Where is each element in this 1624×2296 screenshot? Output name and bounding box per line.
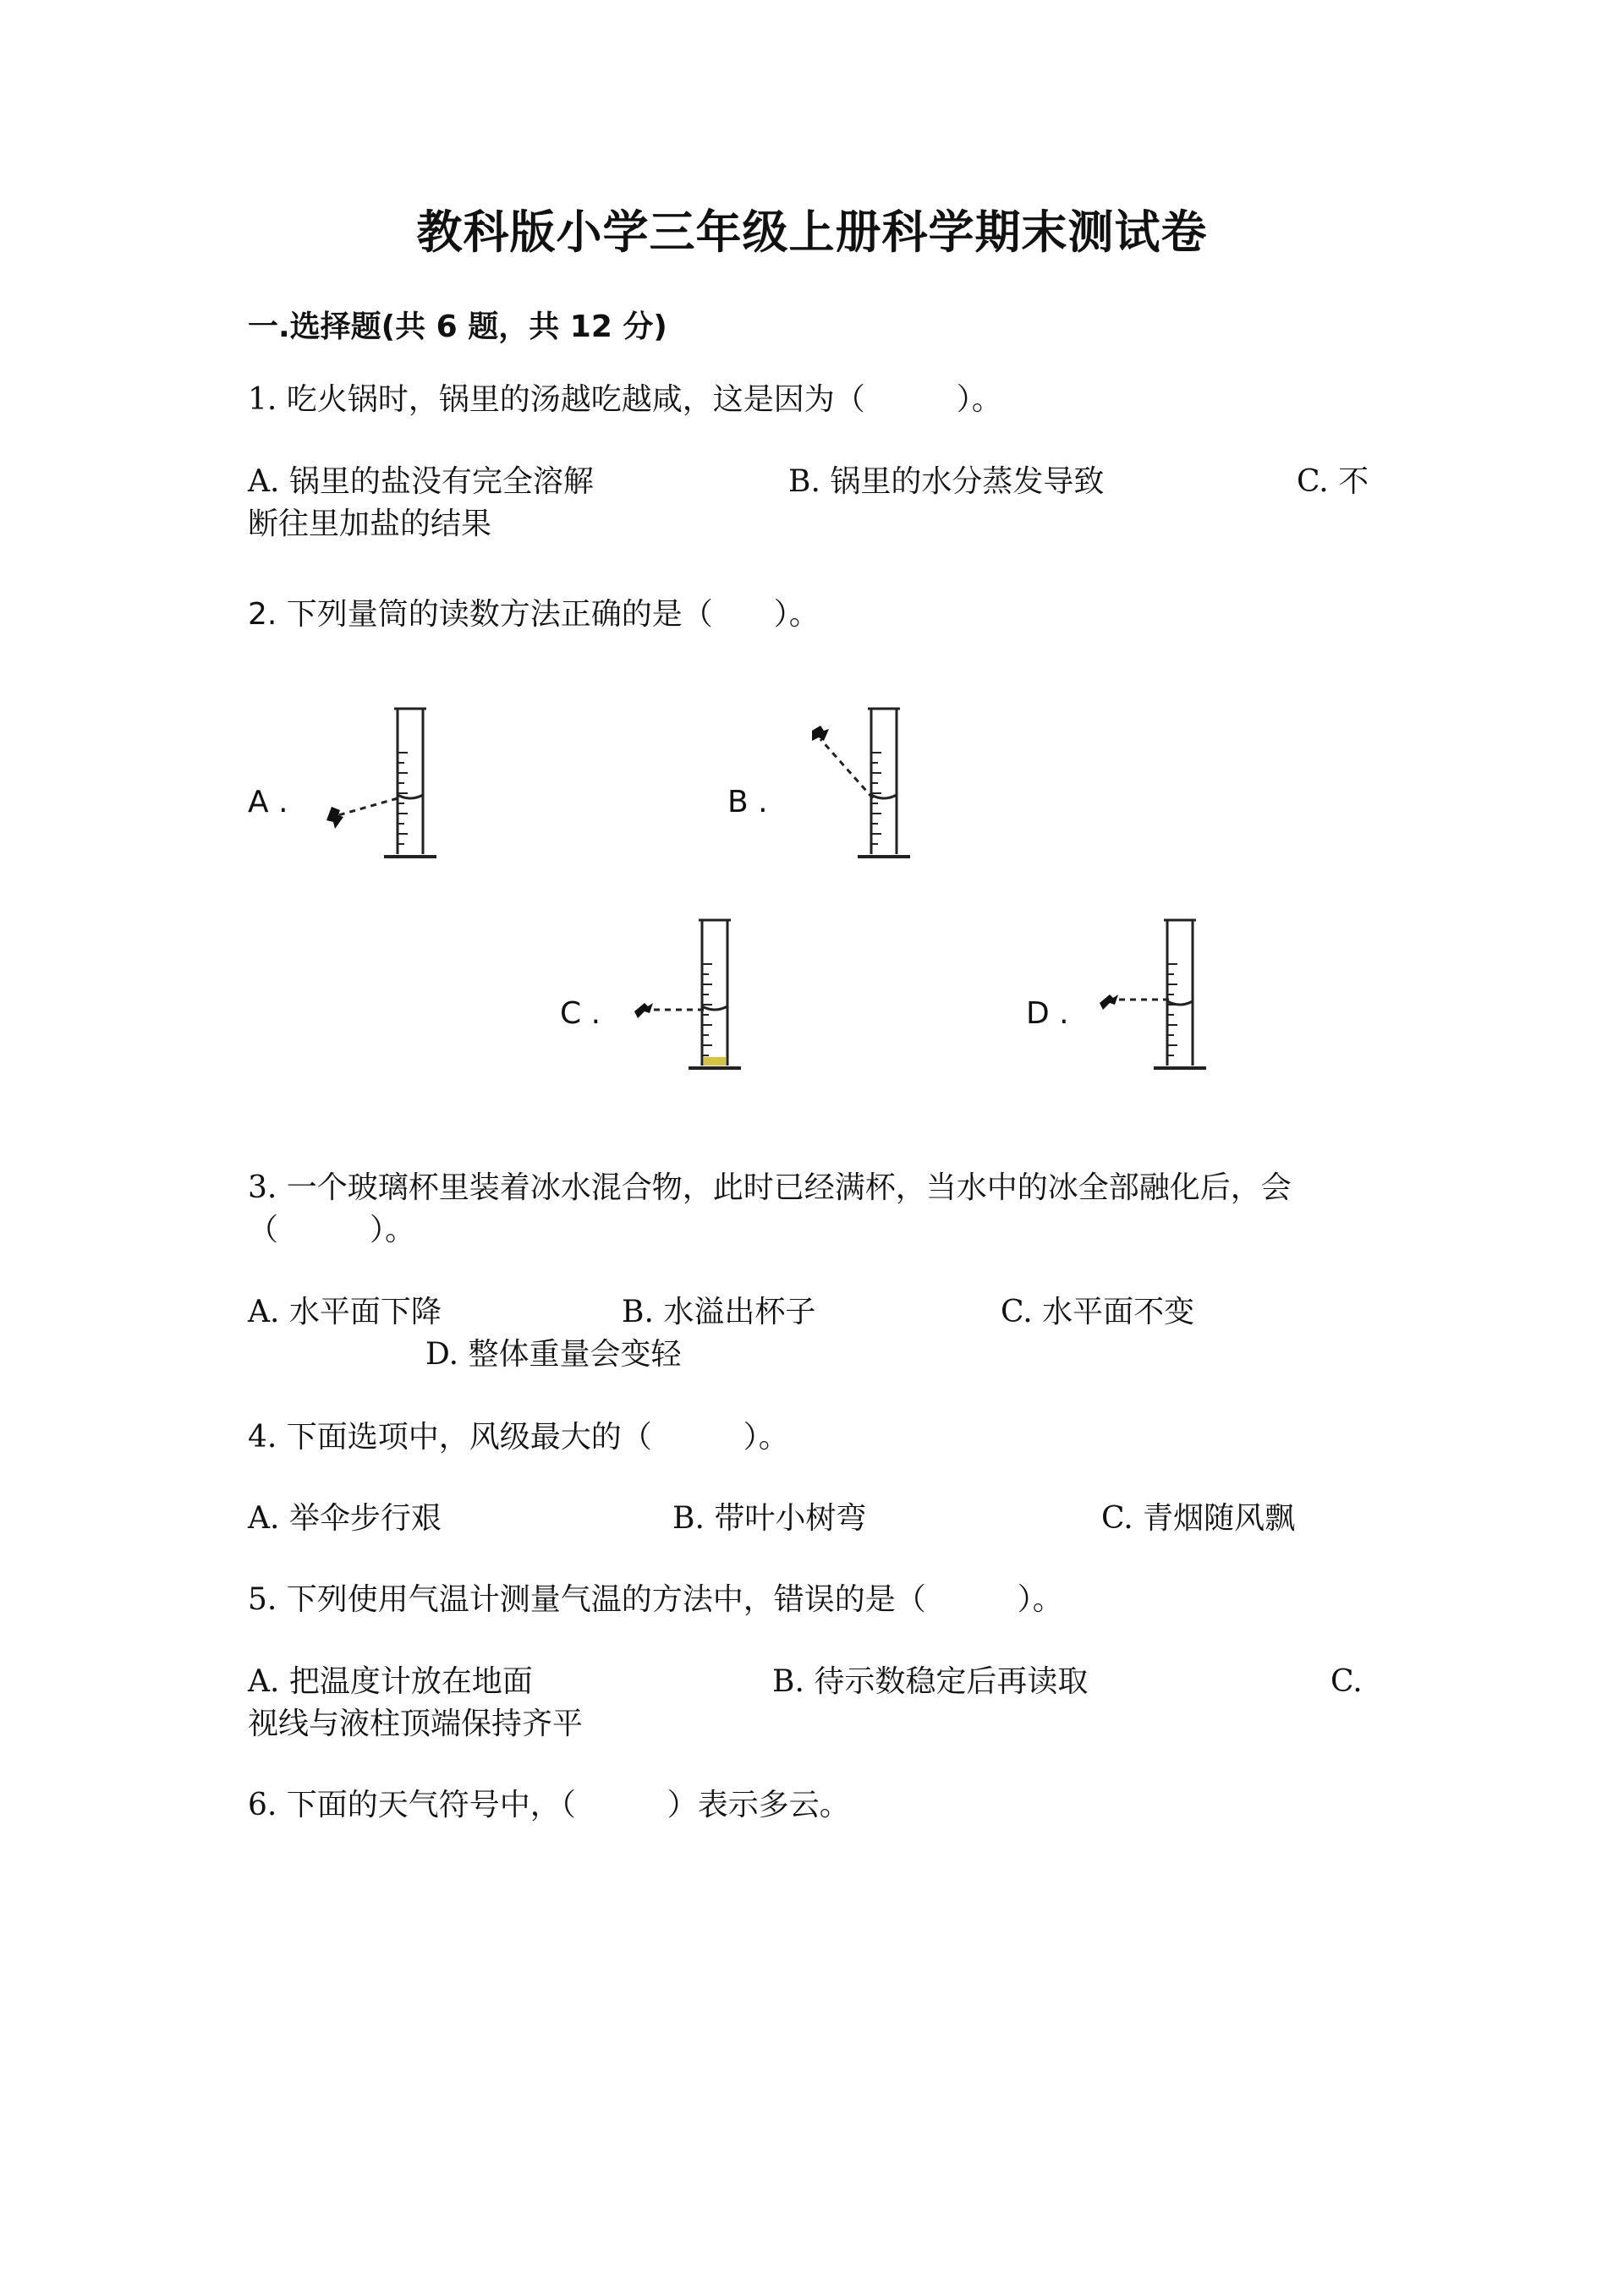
question-5-stem: 5. 下列使用气温计测量气温的方法中，错误的是（ ）。 (248, 1582, 1063, 1617)
question-4-option-a[interactable]: A. 举伞步行艰 (248, 1501, 442, 1536)
cylinder-figure-c (609, 913, 753, 1074)
question-5-option-c[interactable]: C. (1330, 1664, 1363, 1699)
question-1-option-c[interactable]: C. 不 (1297, 464, 1369, 499)
question-3-option-d[interactable]: D. 整体重量会变轻 (425, 1337, 682, 1372)
question-3-option-b[interactable]: B. 水溢出杯子 (622, 1295, 816, 1329)
cylinder-figure-d (1074, 913, 1218, 1074)
eye-icon (326, 807, 343, 829)
question-4-option-b[interactable]: B. 带叶小树弯 (672, 1501, 867, 1536)
question-4-option-c[interactable]: C. 青烟随风飘 (1101, 1501, 1296, 1536)
question-1-stem: 1. 吃火锅时，锅里的汤越吃越咸，这是因为（ ）。 (248, 382, 1002, 417)
question-1-option-a[interactable]: A. 锅里的盐没有完全溶解 (248, 464, 594, 499)
question-4-stem: 4. 下面选项中，风级最大的（ ）。 (248, 1420, 789, 1455)
figure-label-a[interactable]: A . (248, 785, 288, 819)
cylinder-figure-b (778, 702, 922, 863)
eye-icon (812, 726, 829, 741)
eye-icon (1100, 995, 1118, 1010)
question-5-option-c-cont: 视线与液柱顶端保持齐平 (248, 1707, 584, 1741)
page-title: 教科版小学三年级上册科学期末测试卷 (416, 205, 1208, 259)
question-5-option-a[interactable]: A. 把温度计放在地面 (248, 1664, 533, 1699)
question-3-stem-line-1: 3. 一个玻璃杯里装着冰水混合物，此时已经满杯，当水中的冰全部融化后，会 (248, 1170, 1292, 1205)
figure-label-b[interactable]: B . (727, 785, 768, 819)
figure-label-d[interactable]: D . (1026, 996, 1069, 1031)
graduated-cylinder (384, 709, 436, 857)
section-heading: 一.选择题(共 6 题，共 12 分) (248, 310, 667, 344)
question-1-option-c-cont: 断往里加盐的结果 (248, 507, 492, 541)
question-1-option-b[interactable]: B. 锅里的水分蒸发导致 (788, 464, 1105, 499)
eye-icon (634, 1003, 653, 1018)
question-2-stem: 2. 下列量筒的读数方法正确的是（ ）。 (248, 597, 820, 632)
question-3-option-a[interactable]: A. 水平面下降 (248, 1295, 442, 1329)
question-6-stem: 6. 下面的天气符号中，（ ）表示多云。 (248, 1788, 850, 1822)
question-5-option-b[interactable]: B. 待示数稳定后再读取 (772, 1664, 1089, 1699)
figure-label-c[interactable]: C . (560, 996, 601, 1031)
question-3-option-c[interactable]: C. 水平面不变 (1001, 1295, 1195, 1329)
question-3-stem-line-2: （ ）。 (248, 1213, 416, 1247)
cylinder-figure-a (313, 702, 457, 863)
